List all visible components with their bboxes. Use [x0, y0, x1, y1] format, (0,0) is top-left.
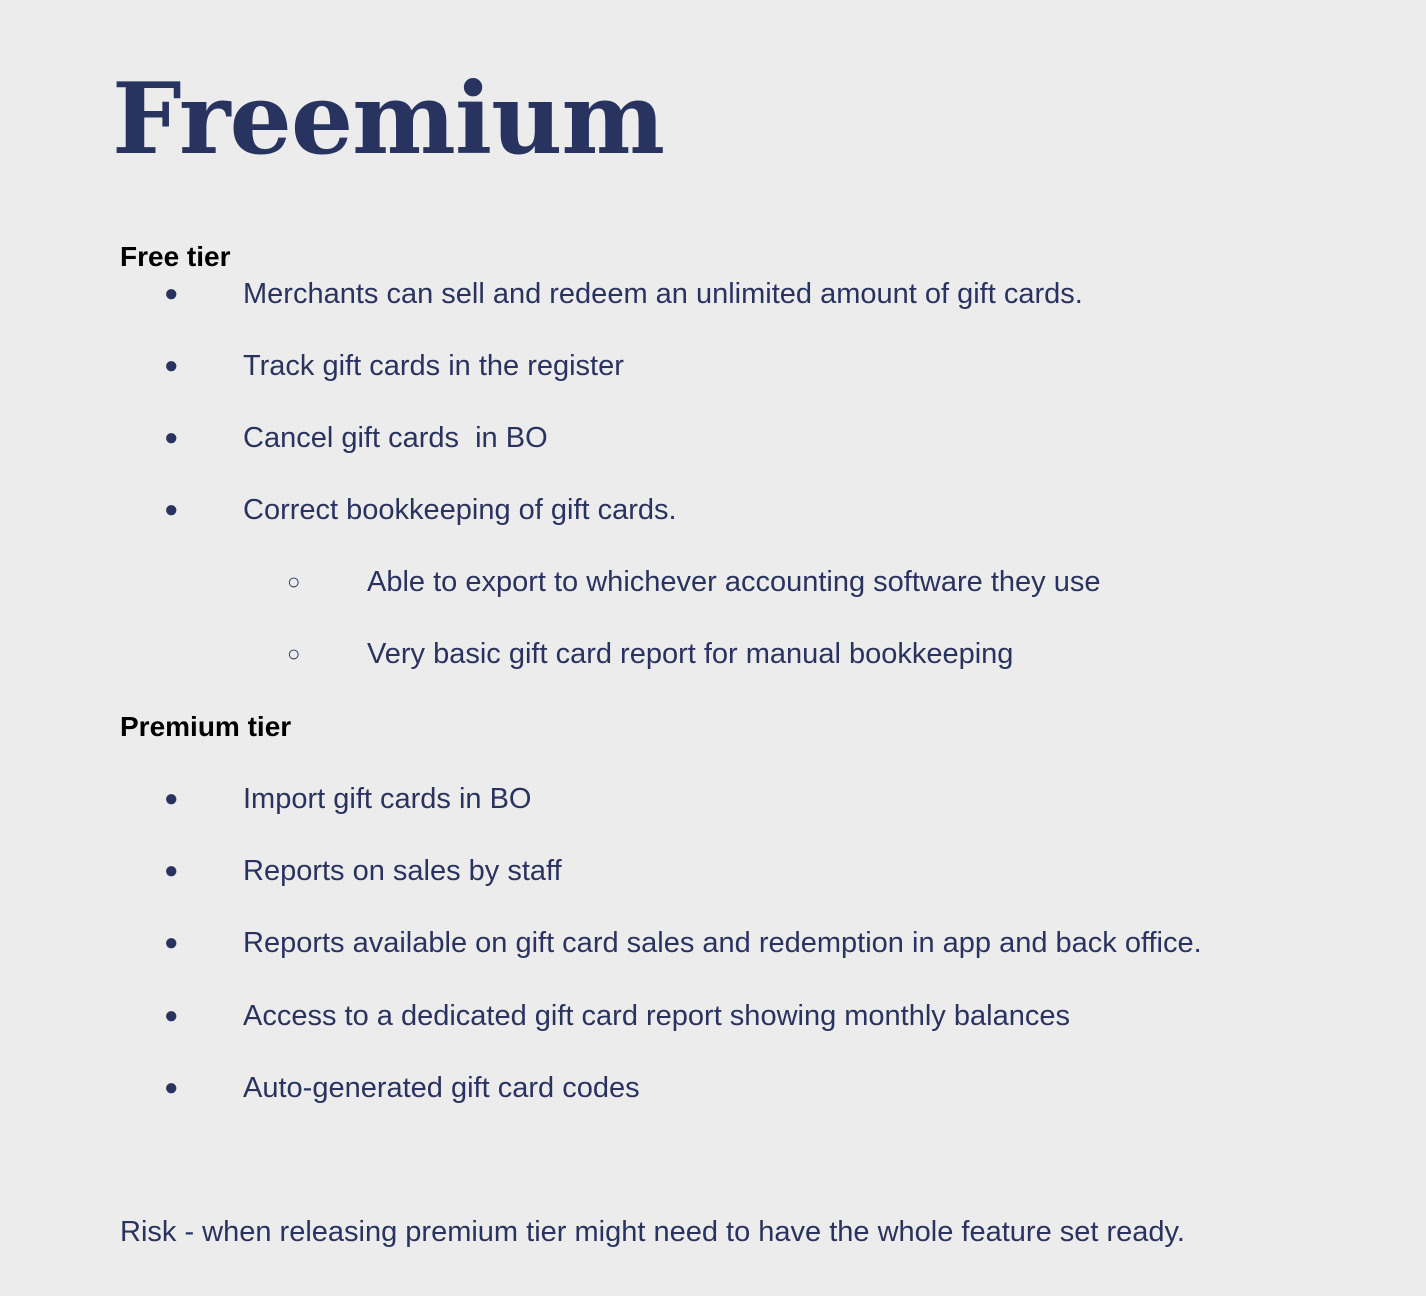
bullet-icon: ● — [164, 1074, 179, 1101]
bullet-icon: ● — [164, 785, 179, 812]
list-item-text: Merchants can sell and redeem an unlimited amount of gift cards. — [243, 278, 1083, 310]
bullet-icon: ● — [164, 424, 179, 451]
list-item-text: Track gift cards in the register — [243, 350, 624, 382]
free-tier-heading: Free tier — [120, 241, 231, 272]
sub-list-item-text: Very basic gift card report for manual bookkeeping — [367, 638, 1014, 670]
bullet-icon: ● — [164, 1002, 179, 1029]
list-item-text: Auto-generated gift card codes — [243, 1072, 640, 1104]
bullet-icon: ● — [164, 352, 179, 379]
bullet-icon: ● — [164, 929, 179, 956]
list-item-text: Reports available on gift card sales and redemption in app and back office. — [243, 927, 1202, 959]
list-item-text: Correct bookkeeping of gift cards. — [243, 494, 677, 526]
bullet-icon: ● — [164, 857, 179, 884]
list-item-text: Cancel gift cards in BO — [243, 422, 548, 454]
list-item-text: Reports on sales by staff — [243, 855, 562, 887]
hollow-bullet-icon: ○ — [287, 641, 301, 666]
bullet-icon: ● — [164, 280, 179, 307]
list-item-text: Import gift cards in BO — [243, 783, 532, 815]
hollow-bullet-icon: ○ — [287, 569, 301, 594]
sub-list-item-text: Able to export to whichever accounting software they use — [367, 566, 1101, 598]
premium-tier-heading: Premium tier — [120, 711, 292, 742]
page-title: Freemium — [112, 62, 665, 177]
bullet-icon: ● — [164, 496, 179, 523]
list-item-text: Access to a dedicated gift card report showing monthly balances — [243, 1000, 1070, 1032]
risk-note: Risk - when releasing premium tier might need to have the whole feature set ready. — [120, 1216, 1185, 1248]
